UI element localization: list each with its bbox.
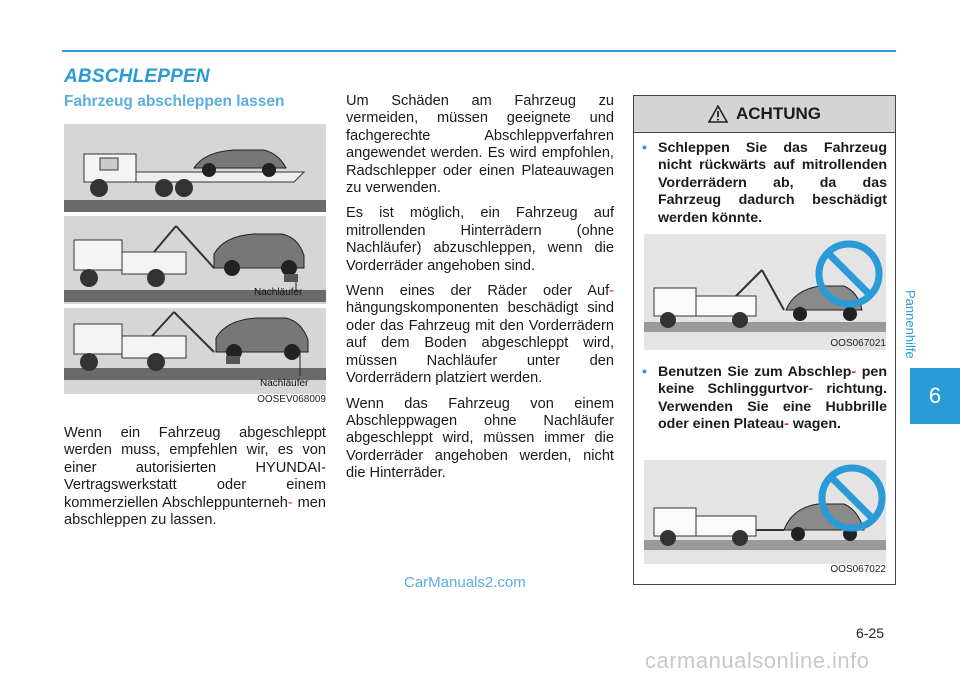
warning-bullet-1: • Schleppen Sie das Fahrzeug nicht rückwärts auf mitrollenden Vorderrädern ab, da das Fahrzeug dadurch beschädigt werden könnte. xyxy=(642,140,887,226)
page-number: 6-25 xyxy=(856,625,885,641)
towing-illustration xyxy=(64,124,326,406)
warning-figure-2 xyxy=(644,460,886,564)
header-rule xyxy=(62,50,896,52)
warning-figure-2-code: OOS067022 xyxy=(830,564,886,575)
figure-code: OOSEV068009 xyxy=(257,394,326,405)
section-subtitle: Fahrzeug abschleppen lassen xyxy=(64,93,285,110)
paragraph-3: Wenn eines der Räder oder Auf-hängungskomponenten beschädigt sind oder das Fahrzeug mit den Vorderrädern auf dem Boden abgeschleppt wird, müssen Nachläufer unter den Vorderrädern platziert werden. xyxy=(346,283,614,387)
left-paragraph: Wenn ein Fahrzeug abgeschleppt werden muss, empfehlen wir, es von einer autorisierten HYUNDAI-Vertragswerkstatt oder einem kommerziellen Abschleppunterneh- men abschleppen zu lassen. xyxy=(64,425,326,529)
paragraph-4: Wenn das Fahrzeug von einem Abschleppwagen ohne Nachläufer abgeschleppt wird, müssen immer die Vorderräder angehoben werden, nicht die Hinterräder. xyxy=(346,395,614,482)
paragraph-1: Um Schäden am Fahrzeug zu vermeiden, müssen geeignete und fachgerechte Abschleppverfahren angewendet werden. Es wird empfohlen, Radschlepper oder einen Plateauwagen zu verwenden. xyxy=(346,93,614,197)
chapter-tab[interactable]: 6 xyxy=(910,368,960,424)
middle-column xyxy=(346,93,614,491)
warning-title: ACHTUNG xyxy=(736,104,821,123)
warning-triangle-icon xyxy=(708,105,728,123)
warning-figure-1 xyxy=(644,234,886,350)
warning-header xyxy=(634,96,895,133)
paragraph-2: Es ist möglich, ein Fahrzeug auf mitrollenden Hinterrädern (ohne Nachläufer) abzuschleppen, wenn die Vorderräder angehoben sind. xyxy=(346,205,614,274)
watermark-bottom[interactable]: carmanualsonline.info xyxy=(645,648,870,673)
section-title: ABSCHLEPPEN xyxy=(64,66,210,87)
dolly-label-1: Nachläufer xyxy=(254,287,303,298)
wrong-tow-drawing-2 xyxy=(644,460,886,564)
chapter-label: Pannenhilfe xyxy=(903,290,918,359)
watermark-top[interactable]: CarManuals2.com xyxy=(404,574,526,591)
tow-truck-drawing xyxy=(64,124,326,406)
warning-bullet-2: • Benutzen Sie zum Abschlep- pen keine Schlinggurtvor- richtung. Verwenden Sie eine Hubbrille oder einen Plateau- wagen. xyxy=(642,364,887,433)
warning-box xyxy=(633,95,896,585)
wrong-tow-drawing-1 xyxy=(644,234,886,350)
warning-figure-1-code: OOS067021 xyxy=(830,338,886,349)
dolly-label-2: Nachläufer xyxy=(260,378,309,389)
